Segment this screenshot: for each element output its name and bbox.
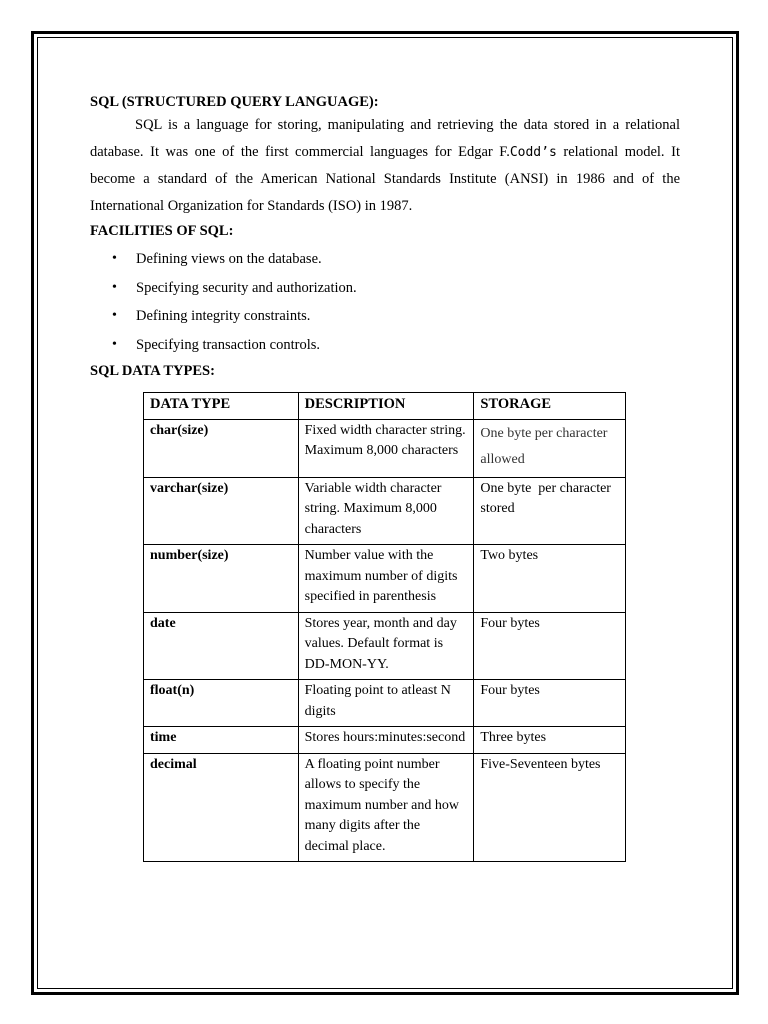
type-cell: varchar(size) xyxy=(144,477,299,545)
table-row xyxy=(144,419,626,477)
list-item: • Defining views on the database. xyxy=(90,245,680,274)
sql-intro-paragraph xyxy=(90,112,680,219)
bullet-icon: • xyxy=(112,308,117,323)
storage-cell: Five-Seventeen bytes xyxy=(474,753,626,862)
sql-title: SQL (STRUCTURED QUERY LANGUAGE): xyxy=(90,94,379,110)
bullet-icon: • xyxy=(112,279,117,295)
bullet-icon: • xyxy=(112,251,117,266)
type-cell: decimal xyxy=(144,753,299,862)
document-body xyxy=(90,92,680,381)
list-item: • Defining integrity constraints. xyxy=(90,302,680,331)
table-row xyxy=(144,612,626,680)
description-cell: Number value with the maximum number of digits specified in parenthesis xyxy=(298,545,474,613)
storage-cell: Four bytes xyxy=(474,680,626,727)
storage-cell: Two bytes xyxy=(474,545,626,613)
intro-text-2: relational model. It become a standard of the American National Standards Institute (ANSI) in 1986 and of the International Organization for Standards (ISO) in 1987. xyxy=(90,143,680,214)
description-cell: Stores year, month and day values. Default format is DD-MON-YY. xyxy=(298,612,474,680)
facilities-title: FACILITIES OF SQL: xyxy=(90,223,234,239)
description-cell: Variable width character string. Maximum 8,000 characters xyxy=(298,477,474,545)
description-cell: Fixed width character string. Maximum 8,000 characters xyxy=(298,419,474,477)
bullet-icon: • xyxy=(112,336,117,352)
table-row xyxy=(144,753,626,862)
storage-cell: Three bytes xyxy=(474,727,626,754)
type-cell: time xyxy=(144,727,299,754)
storage-cell: Four bytes xyxy=(474,612,626,680)
data-types-table xyxy=(143,392,626,862)
storage-cell: One byte per character allowed xyxy=(474,419,626,477)
storage-cell: One byte per character stored xyxy=(474,477,626,545)
description-cell: Stores hours:minutes:second xyxy=(298,727,474,754)
table-row xyxy=(144,727,626,754)
table-header-row xyxy=(144,393,626,420)
column-header: DESCRIPTION xyxy=(298,393,474,420)
list-item: • Specifying security and authorization. xyxy=(90,274,680,303)
intro-codd: Codd’s xyxy=(509,144,557,160)
intro-text-1: SQL is a language for storing, manipulating and retrieving the data stored in a relational database. It was one of the first commercial languages for Edgar F. xyxy=(90,117,680,160)
description-cell: A floating point number allows to specify the maximum number and how many digits after the decimal place. xyxy=(298,753,474,862)
type-cell: char(size) xyxy=(144,419,299,477)
data-types-title: SQL DATA TYPES: xyxy=(90,363,215,379)
column-header: DATA TYPE xyxy=(144,393,299,420)
type-cell: number(size) xyxy=(144,545,299,613)
table-row xyxy=(144,545,626,613)
list-item: • Specifying transaction controls. xyxy=(90,331,680,360)
description-cell: Floating point to atleast N digits xyxy=(298,680,474,727)
type-cell: date xyxy=(144,612,299,680)
facilities-list xyxy=(90,245,680,359)
table-row xyxy=(144,477,626,545)
table-row xyxy=(144,680,626,727)
column-header: STORAGE xyxy=(474,393,626,420)
type-cell: float(n) xyxy=(144,680,299,727)
